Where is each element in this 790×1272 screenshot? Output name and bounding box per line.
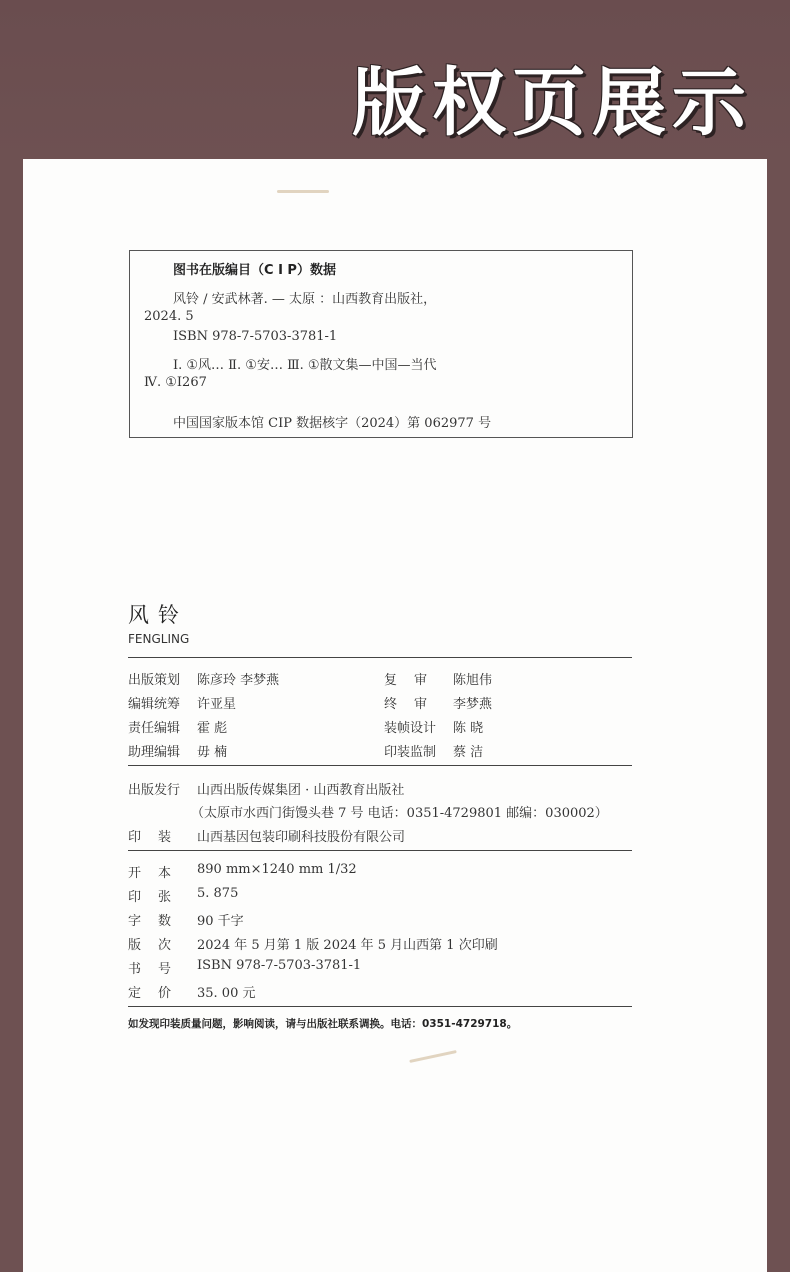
paper-smudge bbox=[277, 190, 329, 193]
divider bbox=[128, 1006, 632, 1007]
header-banner bbox=[0, 0, 790, 160]
credit-value: 蔡 洁 bbox=[453, 745, 484, 760]
credit-label: 责任编辑 bbox=[128, 721, 181, 736]
spec-value: 2024 年 5 月第 1 版 2024 年 5 月山西第 1 次印刷 bbox=[197, 938, 498, 953]
spec-value: 5. 875 bbox=[197, 886, 239, 901]
spec-label: 版次 bbox=[128, 938, 189, 953]
credit-value: 陈 晓 bbox=[453, 721, 484, 736]
credit-label: 复审 bbox=[384, 673, 445, 688]
cip-line: ISBN 978-7-5703-3781-1 bbox=[173, 329, 338, 344]
credit-value: 李梦燕 bbox=[453, 697, 493, 712]
divider bbox=[128, 657, 632, 658]
spec-label: 字数 bbox=[128, 914, 189, 929]
publisher-label: 出版发行 bbox=[128, 783, 181, 798]
spec-label: 开本 bbox=[128, 866, 189, 881]
credit-label: 终审 bbox=[384, 697, 445, 712]
credit-label: 装帧设计 bbox=[384, 721, 437, 736]
credit-value: 陈彦玲 李梦燕 bbox=[197, 673, 280, 688]
cip-line: 风铃 / 安武林著. — 太原 ：山西教育出版社， bbox=[173, 292, 437, 307]
credit-label: 出版策划 bbox=[128, 673, 181, 688]
banner-title: 版权页展示 bbox=[352, 60, 752, 146]
book-pinyin: FENGLING bbox=[128, 632, 190, 646]
cip-title: 图书在版编目（C I P）数据 bbox=[173, 263, 336, 278]
spec-label: 书号 bbox=[128, 962, 189, 977]
spec-value: 890 mm×1240 mm 1/32 bbox=[197, 862, 357, 877]
spec-label: 定价 bbox=[128, 986, 189, 1001]
printer-label: 印装 bbox=[128, 830, 189, 845]
copyright-page bbox=[23, 159, 767, 1272]
cip-data-box bbox=[129, 250, 633, 438]
cip-line: 中国国家版本馆 CIP 数据核字（2024）第 062977 号 bbox=[173, 416, 492, 431]
spec-label: 印张 bbox=[128, 890, 189, 905]
credit-label: 助理编辑 bbox=[128, 745, 181, 760]
cip-line: 2024. 5 bbox=[144, 309, 194, 324]
credit-label: 印装监制 bbox=[384, 745, 437, 760]
publisher-address: （太原市水西门街馒头巷 7 号 电话：0351-4729801 邮编：030002） bbox=[191, 806, 608, 821]
divider bbox=[128, 850, 632, 851]
credit-value: 毋 楠 bbox=[197, 745, 228, 760]
credit-label: 编辑统筹 bbox=[128, 697, 181, 712]
cip-line: Ⅰ. ①风… Ⅱ. ①安… Ⅲ. ①散文集—中国—当代 bbox=[173, 358, 437, 373]
credit-value: 霍 彪 bbox=[197, 721, 228, 736]
spec-value: 35. 00 元 bbox=[197, 986, 256, 1001]
printer-name: 山西基因包装印刷科技股份有限公司 bbox=[197, 830, 406, 845]
credit-value: 陈旭伟 bbox=[453, 673, 493, 688]
quality-notice: 如发现印装质量问题，影响阅读，请与出版社联系调换。电话：0351-4729718。 bbox=[128, 1018, 518, 1030]
cip-line: Ⅳ. ①I267 bbox=[144, 375, 207, 390]
credit-value: 许亚星 bbox=[197, 697, 237, 712]
divider bbox=[128, 765, 632, 766]
spec-value: 90 千字 bbox=[197, 914, 244, 929]
paper-smudge bbox=[409, 1050, 457, 1063]
spec-value: ISBN 978-7-5703-3781-1 bbox=[197, 958, 362, 973]
book-title: 风铃 bbox=[128, 603, 188, 627]
publisher-name: 山西出版传媒集团 · 山西教育出版社 bbox=[197, 783, 405, 798]
